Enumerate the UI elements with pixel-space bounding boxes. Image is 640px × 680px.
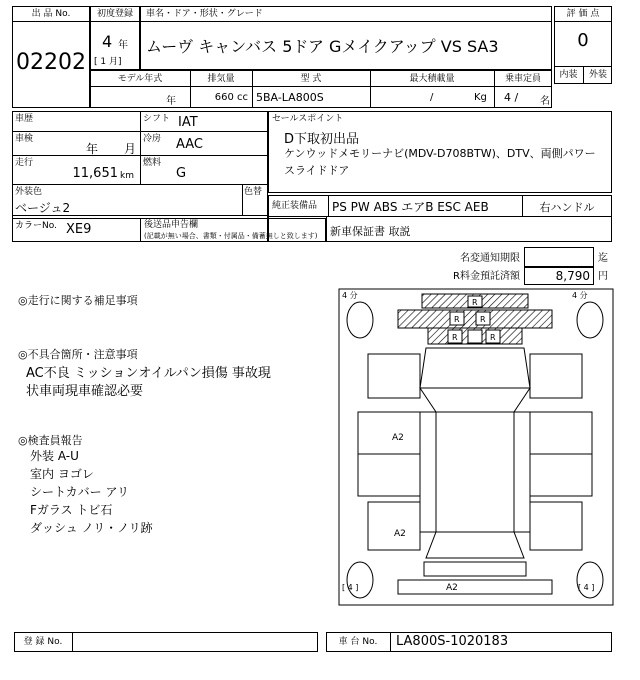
warranty-value: 新車保証書 取説 xyxy=(330,225,411,238)
recycle-label: R料金預託済額 xyxy=(453,271,520,282)
name-change-unit: 迄 xyxy=(598,253,608,264)
spec-row-divider xyxy=(90,86,552,87)
tailgate xyxy=(424,562,526,576)
inspector-line-5: ダッシュ ノリ・ノリ跡 xyxy=(30,521,153,535)
history-label: 車歴 xyxy=(15,114,34,124)
load-sep: / xyxy=(430,92,434,103)
tire-rear-left-icon xyxy=(347,562,373,598)
front-left-door xyxy=(358,412,420,454)
front-right-door xyxy=(530,412,592,454)
front-right-fender xyxy=(530,354,582,398)
first-reg-year: 4 xyxy=(102,32,113,51)
score-label: 評 価 点 xyxy=(566,9,600,19)
rear-right-door xyxy=(530,454,592,496)
hood-r-mark-1: R xyxy=(452,333,458,342)
hood-r-mark-3: R xyxy=(490,333,496,342)
inspector-line-2: 室内 ヨゴレ xyxy=(30,467,94,481)
model-value: 5BA-LA800S xyxy=(256,91,324,104)
exterior-label: 外装 xyxy=(588,70,607,80)
defect-line-1: AC不良 ミッションオイルパン損傷 事故現 xyxy=(26,366,271,381)
model-year-unit: 年 xyxy=(166,96,176,107)
first-reg-year-unit: 年 xyxy=(118,40,128,51)
front-panel-hatch xyxy=(398,310,552,328)
capacity-unit: 名 xyxy=(540,96,550,107)
rear-window xyxy=(426,532,524,558)
ac-value: AAC xyxy=(176,137,203,152)
color-value: ベージュ2 xyxy=(15,201,71,215)
ac-label: 冷房 xyxy=(143,134,162,144)
defect-title: ◎不具合箇所・注意事項 xyxy=(18,348,138,361)
front-panel-r-right: R xyxy=(480,315,486,324)
load-unit: Kg xyxy=(474,92,487,103)
steering-value: 右ハンドル xyxy=(539,201,595,214)
front-left-fender xyxy=(368,354,420,398)
rear-bumper xyxy=(398,580,552,594)
tire-rear-right-icon xyxy=(577,562,603,598)
score-value: 0 xyxy=(577,30,589,51)
recycle-unit: 円 xyxy=(598,271,608,282)
chassis-label: 車 台 No. xyxy=(338,637,378,647)
reg-no-label: 登 録 No. xyxy=(23,637,63,647)
lot-label: 出 品 No. xyxy=(31,9,71,19)
tire-front-right-icon xyxy=(577,302,603,338)
front-panel-r-left: R xyxy=(454,315,460,324)
equipment-divider xyxy=(268,216,612,217)
car-damage-diagram xyxy=(338,288,614,606)
left-pillar xyxy=(420,412,436,532)
tire-label-tr: 4 分 xyxy=(572,291,588,300)
windshield xyxy=(420,388,530,412)
inspection-year-unit: 年 xyxy=(86,142,99,156)
car-name-label: 車名・ドア・形状・グレード xyxy=(146,9,263,19)
inspector-line-3: シートカバー アリ xyxy=(30,485,129,499)
sales-point-line-1: D下取初出品 xyxy=(284,132,360,147)
left-col-2 xyxy=(242,184,243,215)
fuel-value: G xyxy=(176,166,187,181)
rear-side-a2-mark: A2 xyxy=(394,529,406,539)
inspector-title: ◎検査員報告 xyxy=(18,434,83,447)
name-change-value-box xyxy=(524,247,594,267)
inspector-line-1: 外装 A-U xyxy=(30,449,79,463)
tire-label-bl: [ 4 ] xyxy=(342,583,359,592)
equipment-col-3 xyxy=(326,216,327,242)
rear-left-door xyxy=(358,454,420,496)
right-pillar xyxy=(514,412,530,532)
model-year-label: モデル年式 xyxy=(117,74,163,84)
tire-label-tl: 4 分 xyxy=(342,291,358,300)
front-bumper-r-mark: R xyxy=(472,298,478,307)
shift-value: IAT xyxy=(178,115,198,130)
shift-label: シフト xyxy=(143,114,171,124)
tire-front-left-icon xyxy=(347,302,373,338)
tire-label-br: [ 4 ] xyxy=(578,583,595,592)
rear-left-quarter xyxy=(368,502,420,550)
later-label: 後送品申告欄 xyxy=(144,220,199,230)
inspector-line-4: Fガラス トビ石 xyxy=(30,503,113,517)
capacity-label: 乗車定員 xyxy=(504,74,541,84)
load-label: 最大積載量 xyxy=(409,74,455,84)
model-label: 型 式 xyxy=(300,74,322,84)
lot-number: 02202 xyxy=(16,50,86,75)
first-reg-label: 初度登録 xyxy=(96,9,133,19)
car-name: ムーヴ キャンバス 5ドア Gメイクアップ VS SA3 xyxy=(146,37,499,56)
inspection-label: 車検 xyxy=(15,134,34,144)
sales-point-line-3: スライドドア xyxy=(284,164,350,177)
interior-label: 内装 xyxy=(559,70,578,80)
capacity-value: 4 / xyxy=(504,91,519,104)
later-note: (記載が無い場合、書類・付属品・備蓄無しと致します) xyxy=(144,232,318,240)
rear-right-quarter xyxy=(530,502,582,550)
first-reg-month: [ 1 月] xyxy=(94,57,122,67)
fuel-label: 燃料 xyxy=(143,158,162,168)
driving-title: ◎走行に関する補足事項 xyxy=(18,294,138,307)
rear-a2-mark: A2 xyxy=(446,583,458,593)
defect-line-2: 状車両現車確認必要 xyxy=(26,384,144,399)
sales-point-label: セールスポイント xyxy=(272,114,344,124)
mileage-value: 11,651 xyxy=(72,166,118,181)
color-no-label: カラーNo. xyxy=(15,221,57,231)
hood-repair-2 xyxy=(468,330,482,343)
color-no-divider xyxy=(140,218,141,242)
displacement-value: 660 cc xyxy=(214,92,248,103)
inspection-month-unit: 月 xyxy=(124,142,137,156)
displacement-label: 排気量 xyxy=(207,74,235,84)
mileage-label: 走行 xyxy=(15,158,34,168)
color-no-value: XE9 xyxy=(66,222,92,237)
mileage-unit: km xyxy=(120,171,134,181)
roof-panel xyxy=(436,412,514,532)
chassis-divider xyxy=(390,632,391,652)
color-change-label: 色替 xyxy=(244,187,263,197)
color-label: 外装色 xyxy=(15,187,43,197)
equipment-label: 純正装備品 xyxy=(272,201,318,211)
name-change-label: 名変通知期限 xyxy=(460,253,520,264)
equipment-col-1 xyxy=(328,195,329,216)
chassis-no: LA800S-1020183 xyxy=(396,634,509,649)
recycle-value: 8,790 xyxy=(555,269,590,283)
equipment-value: PS PW ABS エアB ESC AEB xyxy=(332,200,489,214)
sales-point-line-2: ケンウッドメモリーナビ(MDV-D708BTW)、DTV、両側パワー xyxy=(284,147,596,160)
roof-a2-mark: A2 xyxy=(392,433,404,443)
hood-outline xyxy=(420,348,530,388)
reg-no-divider xyxy=(72,632,73,652)
left-col-1 xyxy=(140,111,141,184)
left-row-3 xyxy=(12,184,268,185)
